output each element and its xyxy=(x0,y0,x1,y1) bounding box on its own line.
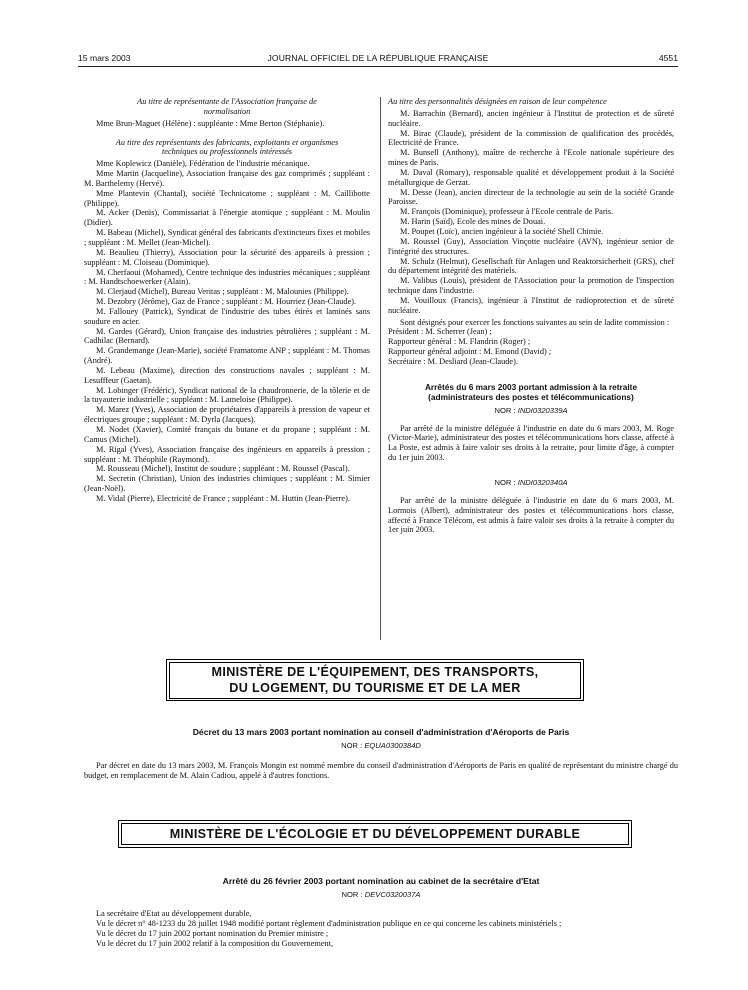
member-entry: M. Acker (Denis), Commissariat à l'énergie atomique ; suppléant : M. Moulin (Didier). xyxy=(84,208,370,228)
ministry-banner-frame xyxy=(169,662,581,699)
page-header xyxy=(78,53,678,65)
header-journal-title: JOURNAL OFFICIEL DE LA RÉPUBLIQUE FRANÇAISE xyxy=(267,53,489,63)
function-entry: Secrétaire : M. Desliard (Jean-Claude). xyxy=(388,356,518,366)
right-column xyxy=(388,97,674,535)
nor-reference xyxy=(84,741,678,750)
ministry-banner-equipement xyxy=(166,659,584,701)
ministry-line: MINISTÈRE DE L'ÉCOLOGIE ET DU DÉVELOPPEMENT DURABLE xyxy=(169,827,581,841)
member-entry: Mme Koplewicz (Danièle), Fédération de l'industrie mécanique. xyxy=(96,159,310,169)
member-entry: M. Vidal (Pierre), Electricité de France ; suppléant : M. Huttin (Jean-Pierre). xyxy=(96,493,350,503)
function-entry: Président : M. Scherrer (Jean) ; xyxy=(388,327,492,337)
nor-label: NOR : xyxy=(494,478,516,487)
member-entry: M. Daval (Romary), responsable qualité et développement produit à la Société métallurgique de Gerzat. xyxy=(388,167,674,187)
nor-code: INDI0320340A xyxy=(517,478,568,487)
member-entry: M. Grandemange (Jean-Marie), société Framatome ANP ; suppléant : M. Thomas (André). xyxy=(84,346,370,366)
nor-label: NOR : xyxy=(341,890,363,899)
nor-code: EQUA0300384D xyxy=(364,741,421,750)
member-entry: Mme Plantevin (Chantal), société Technicatome ; suppléant : M. Caillibotte (Philippe). xyxy=(84,188,370,208)
member-entry: M. Nodet (Xavier), Comité français du butane et du propane ; suppléant : M. Camus (Michel). xyxy=(84,425,370,444)
member-entry: M. Beaulieu (Thierry), Association pour la sécurité des appareils à pression ; suppléant : M. Cloiseau (Dominique). xyxy=(84,247,370,267)
arrete-text: Par arrêté de la ministre déléguée à l'industrie en date du 6 mars 2003, M. Lormois (Albert), administrateur des postes et télécommunications hors classe, affecté à France Télécom, est admis à faire valoir ses droits à la retraite à compter du 1er juin 2003. xyxy=(388,495,674,535)
member-entry: M. Lobinger (Frédéric), Syndicat national de la chaudronnerie, de la tôlerie et de la tuyauterie industrielle ; suppléant : M. Lameloise (Philippe). xyxy=(84,385,370,405)
ministry-banner-ecologie xyxy=(118,820,632,848)
nor-reference xyxy=(388,478,674,488)
function-entry: Rapporteur général adjoint : M. Emond (David) ; xyxy=(388,347,552,357)
member-entry: M. Harin (Saïd), Ecole des mines de Douai. xyxy=(400,217,546,227)
member-entry: M. Vouilloux (Francis), ingénieur à l'Institut de radioprotection et de sûreté nucléaire. xyxy=(388,295,674,315)
preamble-line: Vu le décret du 17 juin 2002 relatif à la composition du Gouvernement, xyxy=(96,938,334,948)
member-list xyxy=(84,159,370,504)
nor-code: INDI0320339A xyxy=(517,405,568,415)
header-rule xyxy=(78,66,678,67)
member-entry: M. Birac (Claude), président de la commission de qualification des procédés, Electricité de France. xyxy=(388,128,674,148)
spacer xyxy=(84,129,370,138)
column-divider xyxy=(380,97,381,640)
member-entry: M. Cherfaoui (Mohamed), Centre technique des industries mécaniques ; suppléant : M. Handtschoewerker (Alain). xyxy=(84,267,370,287)
member-entry: Mme Martin (Jacqueline), Association française des gaz comprimés ; suppléant : M. Barthelemy (Hervé). xyxy=(84,169,370,188)
preamble-line: Vu le décret du 17 juin 2002 portant nomination du Premier ministre ; xyxy=(96,928,329,938)
nor-label: NOR : xyxy=(494,405,516,415)
member-entry: M. Valibus (Louis), président de l'Association pour la promotion de l'inspection technique dans l'industrie. xyxy=(388,276,674,296)
member-entry: M. Gardes (Gérard), Union française des industries pétrolières ; suppléant : M. Cadhilac (Bernard). xyxy=(84,326,370,346)
member-entry: M. Roussel (Guy), Association Vinçotte nucléaire (AVN), ingénieur senior de l'intégrité des structures. xyxy=(388,236,674,256)
member-entry: M. Bunsell (Anthony), maître de recherche à l'Ecole nationale supérieure des mines de Paris. xyxy=(388,148,674,168)
member-entry: M. Desse (Jean), ancien directeur de la technologie au sein de la société Grande Paroisse. xyxy=(388,187,674,207)
nor-reference xyxy=(388,406,674,416)
member-entry: M. Rousseau (Michel), Institut de soudure ; suppléant : M. Roussel (Pascal). xyxy=(96,464,350,474)
ministry-line: DU LOGEMENT, DU TOURISME ET DE LA MER xyxy=(229,681,521,695)
nor-reference xyxy=(84,890,678,899)
member-entry: M. Dezobry (Jérôme), Gaz de France ; suppléant : M. Hourriez (Jean-Claude). xyxy=(96,297,357,307)
member-entry: M. Marez (Yves), Association de propriétaires d'appareils à pression de vapeur et électriques groupe ; suppléant : M. Dyrla (Jacques). xyxy=(84,405,370,425)
header-page-number: 4551 xyxy=(658,53,678,63)
member-entry: M. Rigal (Yves), Association française des ingénieurs en appareils à pression ; suppléant : M. Théophile (Raymond). xyxy=(84,444,370,464)
left-column xyxy=(84,97,370,504)
member-entry: M. Babeau (Michel), Syndicat général des fabricants d'extincteurs fixes et mobiles ; suppléant : M. Mellet (Jean-Michel). xyxy=(84,228,370,247)
section-heading: Au titre de représentante de l'Association française de normalisation xyxy=(137,97,317,116)
member-entry: M. Fallouey (Patrick), Syndicat de l'industrie des tubes étirés et laminés sans soudure en acier. xyxy=(84,306,370,326)
member-entry: M. Secretin (Christian), Union des industries chimiques ; suppléant : M. Simier (Jean-Noël). xyxy=(84,474,370,494)
arrete-cabinet-title: Arrêté du 26 février 2003 portant nomination au cabinet de la secrétaire d'Etat xyxy=(222,876,540,886)
arrete-cabinet-body xyxy=(84,909,678,948)
member-entry: M. Barrachin (Bernard), ancien ingénieur à l'Institut de protection et de sûreté nucléaire. xyxy=(388,108,674,128)
decret-text: Par décret en date du 13 mars 2003, M. François Mongin est nommé membre du conseil d'administration d'Aéroports de Paris en qualité de représentant du ministre chargé du budget, en remplacement de M. Alain Cadiou, appelé à d'autres fonctions. xyxy=(84,761,678,780)
nor-label: NOR : xyxy=(341,741,363,750)
member-entry: M. Clerjaud (Michel), Bureau Veritas ; suppléant : M. Malounies (Philippe). xyxy=(96,287,349,297)
header-date: 15 mars 2003 xyxy=(78,53,131,63)
preamble-line: La secrétaire d'Etat au développement durable, xyxy=(96,909,252,918)
member-entry: M. Poupet (Loïc), ancien ingénieur à la société Shell Chimie. xyxy=(400,226,604,236)
arrete-text: Par arrêté de la ministre déléguée à l'industrie en date du 6 mars 2003, M. Roge (Victor-Marie), administrateur des postes et télécommunications hors classe, affecté à La Poste, est admis à faire valoir ses droits à la retraite, pour limite d'âge, à compter du 1er juin 2003. xyxy=(388,423,674,463)
preamble-line: Vu le décret n° 48-1233 du 28 juillet 1948 modifié portant règlement d'administration publique en ce qui concerne les cabinets ministériels ; xyxy=(96,918,562,928)
section-heading: Au titre des représentants des fabricants, exploitants et organismes techniques ou professionnels intéressés xyxy=(115,137,339,157)
functions-intro: Sont désignés pour exercer les fonctions suivantes au sein de ladite commission : xyxy=(400,317,670,327)
arrete-title: Arrêtés du 6 mars 2003 portant admission à la retraite (administrateurs des postes et télécommunications) xyxy=(424,381,638,402)
ministry-banner-frame xyxy=(121,823,629,845)
member-entry: M. François (Dominique), professeur à l'Ecole centrale de Paris. xyxy=(400,207,614,217)
decret-body xyxy=(84,761,678,781)
member-entry: M. Lebeau (Maxime), direction des constructions navales ; suppléant : M. Lesufffeur (Gaetan). xyxy=(84,365,370,385)
function-entry: Rapporteur général : M. Flandrin (Roger) ; xyxy=(388,337,531,347)
member-entry: Mme Brun-Maguet (Hélène) : suppléante : Mme Berton (Stéphanie). xyxy=(96,118,325,128)
section-heading: Au titre des personnalités désignées en raison de leur compétence xyxy=(388,97,607,106)
member-entry: M. Schulz (Helmut), Gesellschaft für Anlagen und Reaktorsicherheit (GRS), chef du département intégrité des matériels. xyxy=(388,256,674,276)
member-list xyxy=(388,109,674,316)
ministry-line: MINISTÈRE DE L'ÉQUIPEMENT, DES TRANSPORTS, xyxy=(211,665,539,679)
decret-title: Décret du 13 mars 2003 portant nomination au conseil d'administration d'Aéroports de Paris xyxy=(192,727,570,737)
function-list xyxy=(388,327,674,366)
nor-code: DEVC0320037A xyxy=(364,890,421,899)
